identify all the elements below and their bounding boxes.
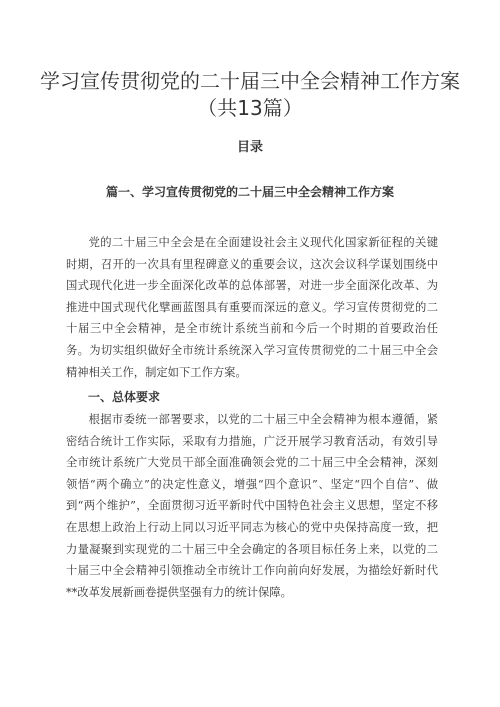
toc-heading: 目录: [236, 140, 263, 155]
intro-paragraph: 党的二十届三中全会是在全面建设社会主义现代化国家新征程的关键时期，召开的一次具有里程碑意义的重要会议，这次会议科学谋划围绕中国式现代化进一步全面深化改革的总体部署，对进一步全面深化改革、为推进中国式现代化擘画蓝图具有重要而深远的意义。学习宣传贯彻党的二十届三中全会精神，是全市统计系统当前和今后一个时期的首要政治任务。为切实组织做好全市统计系统深入学习宣传贯彻党的二十届三中全会精神相关工作，制定如下工作方案。: [66, 236, 438, 379]
general-requirements-paragraph: 根据市委统一部署要求，以党的二十届三中全会精神为根本遵循，紧密结合统计工作实际，采取有力措施，广泛开展学习教育活动，有效引导全市统计系统广大党员干部全面准确领会党的二十届三中全会精神，深刻领悟“两个确立”的决定性意义，增强“四个意识”、坚定“四个自信”、做到“两个维护”，全面贯彻习近平新时代中国特色社会主义思想，坚定不移在思想上政治上行动上同以习近平同志为核心的党中央保持高度一致，把力量凝聚到实现党的二十届三中全会确定的各项目标任务上来，以党的二十届三中全会精神引领推动全市统计工作向前向好发展，为描绘好新时代**改革发展新画卷提供坚强有力的统计保障。: [66, 413, 438, 599]
section-title: 篇一、学习宣传贯彻党的二十届三中全会精神工作方案: [105, 185, 394, 199]
document-title: 学习宣传贯彻党的二十届三中全会精神工作方案（共13篇）: [40, 69, 460, 120]
general-requirements-heading: 一、总体要求: [88, 390, 161, 404]
